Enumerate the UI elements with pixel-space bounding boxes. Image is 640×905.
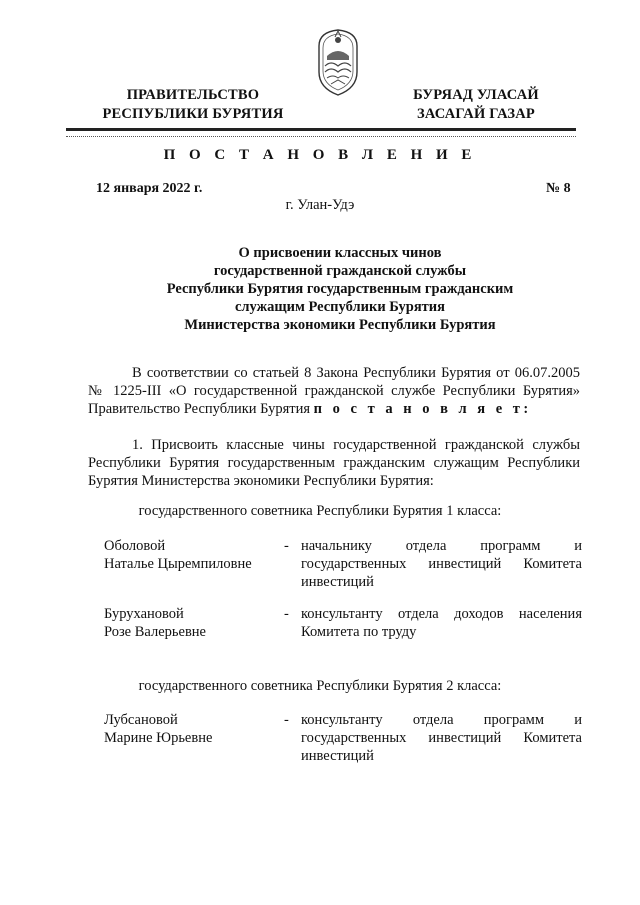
header-right-line2: ЗАСАГАЙ ГАЗАР (417, 106, 535, 122)
title-line: Республики Бурятия государственным гражданским (166, 281, 514, 297)
resolution-verb: п о с т а н о в л я е т: (313, 401, 532, 417)
person-given-name: Розе Валерьевне (104, 624, 206, 640)
entry-dash: - (284, 606, 289, 622)
header-left (88, 86, 298, 124)
preamble-paragraph (88, 364, 580, 418)
document-number: № 8 (546, 181, 571, 196)
document-city: г. Улан-Удэ (285, 197, 355, 213)
header-left-line2: РЕСПУБЛИКИ БУРЯТИЯ (102, 106, 284, 122)
person-name (104, 711, 284, 747)
title-line: государственной гражданской службы (213, 263, 467, 279)
person-name (104, 605, 284, 641)
header-right-line1: БУРЯАД УЛАСАЙ (413, 87, 539, 103)
rank-heading-1: государственного советника Республики Бурятия 1 класса: (138, 503, 502, 519)
person-name (104, 537, 284, 573)
title-line: О присвоении классных чинов (238, 245, 442, 261)
header-dotted-rule (66, 136, 576, 137)
person-surname: Бурухановой (104, 606, 184, 622)
document-title (120, 244, 560, 334)
rank-heading-2: государственного советника Республики Бурятия 2 класса: (138, 678, 502, 694)
document-date: 12 января 2022 г. (96, 181, 203, 196)
header-right (396, 86, 556, 124)
person-given-name: Марине Юрьевне (104, 730, 213, 746)
person-given-name: Наталье Цыремпиловне (104, 556, 252, 572)
title-line: Министерства экономики Республики Бурятия (184, 317, 496, 333)
person-surname: Оболовой (104, 538, 166, 554)
person-position: консультанту отдела доходов населения Комитета по труду (301, 606, 582, 640)
coat-of-arms-icon (313, 26, 363, 98)
clause-1-paragraph: 1. Присвоить классные чины государственной гражданской службы Республики Бурятия государственным гражданским служащим Республики Бурятия Министерства экономики Республики Бурятия: (88, 437, 580, 489)
person-position: начальнику отдела программ и государственных инвестиций Комитета инвестиций (301, 538, 582, 590)
person-position: консультанту отдела программ и государственных инвестиций Комитета инвестиций (301, 712, 582, 764)
entry-dash: - (284, 538, 289, 554)
title-line: служащим Республики Бурятия (234, 299, 446, 315)
preamble-text: В соответствии со статьей 8 Закона Республики Бурятия от 06.07.2005 № 1225-III «О государственной гражданской службе Республики Бурятия» Правительство Республики Бурятия (88, 365, 580, 417)
document-type: П О С Т А Н О В Л Е Н И Е (163, 147, 477, 163)
entry-dash: - (284, 712, 289, 728)
person-surname: Лубсановой (104, 712, 178, 728)
header-left-line1: ПРАВИТЕЛЬСТВО (126, 87, 260, 103)
header-rule (66, 128, 576, 131)
